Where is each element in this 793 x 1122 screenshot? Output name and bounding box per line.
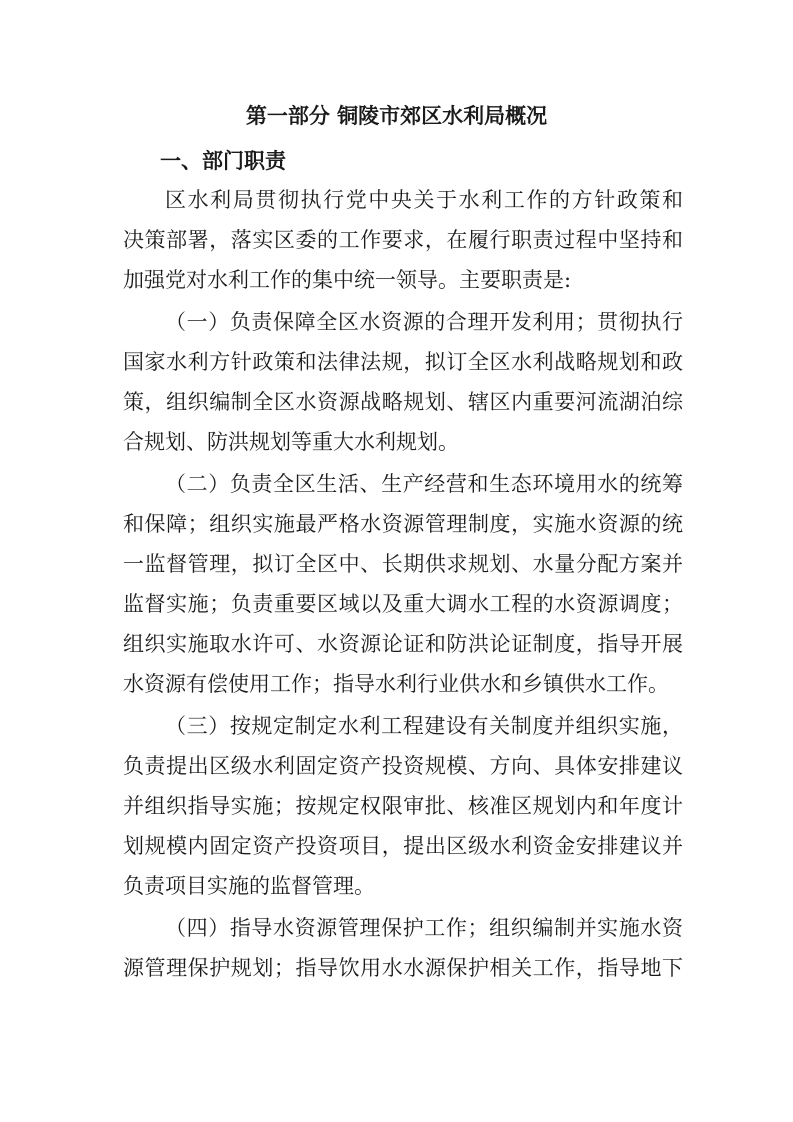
paragraph-line: 合规划、防洪规划等重大水利规划。 [123,430,459,454]
section-heading: 一、部门职责 [160,149,286,173]
document-title: 第一部分 铜陵市郊区水利局概况 [245,104,548,128]
paragraph-line: 水资源有偿使用工作；指导水利行业供水和乡镇供水工作。 [123,672,669,696]
paragraph-line: 加强党对水利工作的集中统一领导。主要职责是: [123,268,572,292]
paragraph-line: 区水利局贯彻执行党中央关于水利工作的方针政策和 [165,188,683,212]
paragraph [123,908,683,988]
paragraph-line: （四）指导水资源管理保护工作；组织编制并实施水资 [165,916,683,940]
paragraph [123,464,683,704]
paragraph-line: 负责提出区级水利固定资产投资规模、方向、具体安排建议 [123,754,683,778]
paragraph-line: 组织实施取水许可、水资源论证和防洪论证制度，指导开展 [123,632,683,656]
paragraph [123,706,683,906]
paragraph-line: 源管理保护规划；指导饮用水水源保护相关工作，指导地下 [123,956,683,980]
paragraph-line: 负责项目实施的监督管理。 [123,874,375,898]
paragraph-line: 国家水利方针政策和法律法规，拟订全区水利战略规划和政 [123,350,683,374]
paragraph-line: 监督实施；负责重要区域以及重大调水工程的水资源调度； [123,592,683,616]
paragraph-line: 决策部署，落实区委的工作要求，在履行职责过程中坚持和 [123,228,683,252]
paragraph-line: 并组织指导实施；按规定权限审批、核准区规划内和年度计 [123,794,683,818]
paragraph-line: 和保障；组织实施最严格水资源管理制度，实施水资源的统 [123,512,683,536]
document-body [123,180,683,990]
paragraph-line: 划规模内固定资产投资项目，提出区级水利资金安排建议并 [123,834,683,858]
paragraph [123,180,683,300]
paragraph-line: （一）负责保障全区水资源的合理开发利用；贯彻执行 [165,310,683,334]
paragraph-line: 策，组织编制全区水资源战略规划、辖区内重要河流湖泊综 [123,390,683,414]
paragraph-line: （三）按规定制定水利工程建设有关制度并组织实施， [165,714,683,738]
paragraph-line: 一监督管理，拟订全区中、长期供求规划、水量分配方案并 [123,552,683,576]
paragraph [123,302,683,462]
paragraph-line: （二）负责全区生活、生产经营和生态环境用水的统筹 [165,472,683,496]
